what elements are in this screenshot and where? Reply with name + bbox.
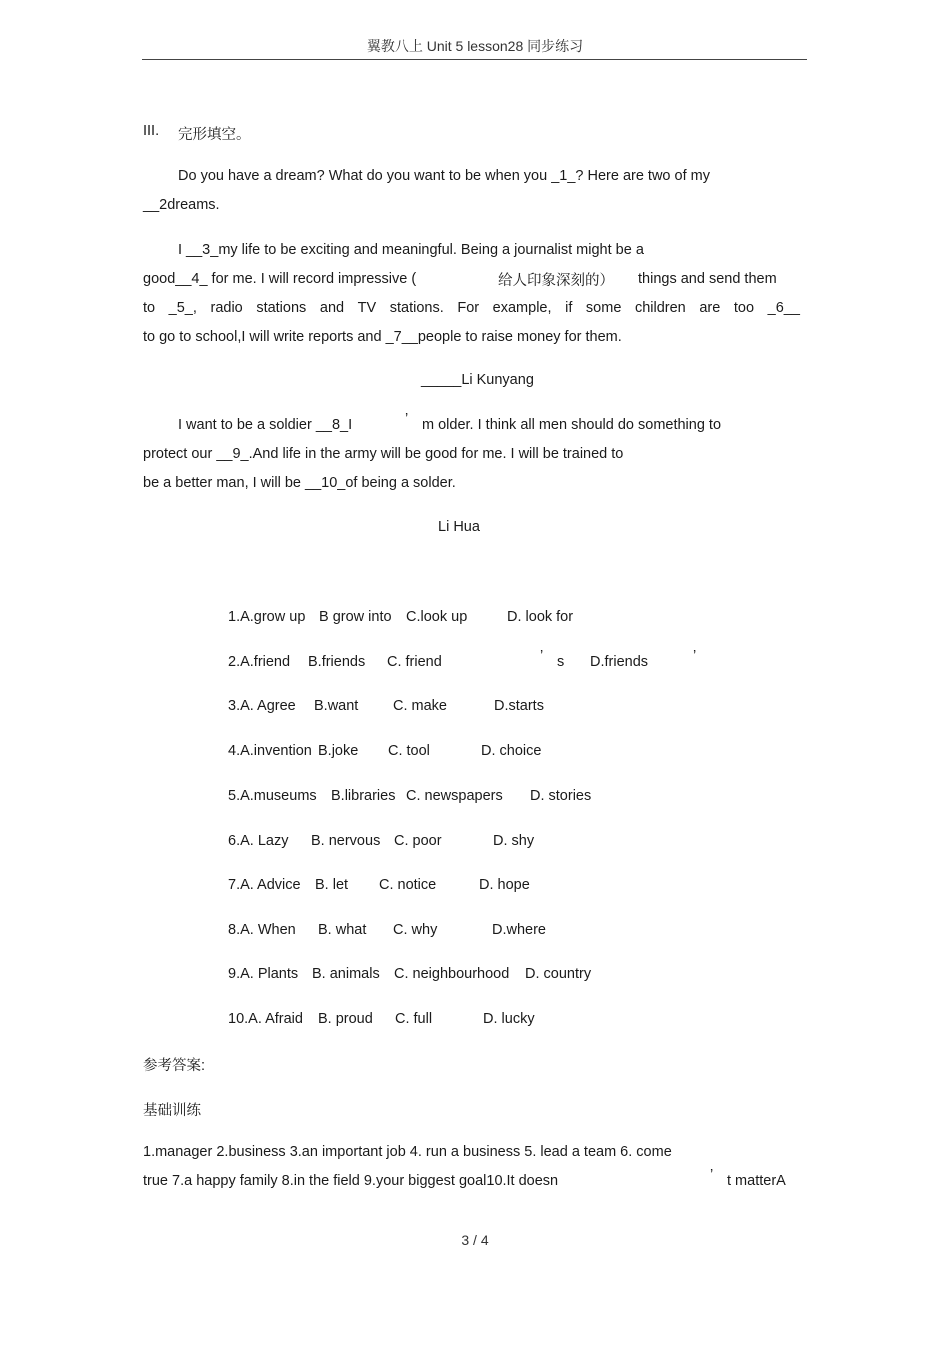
- question-option: D. lucky: [483, 1011, 535, 1027]
- question-option: B. proud: [318, 1011, 373, 1027]
- passage3-apostrophe: ’: [405, 411, 409, 427]
- question-option: C. poor: [394, 833, 442, 849]
- question-option: 2.A.friend: [228, 654, 291, 670]
- passage2-word: and: [319, 300, 345, 316]
- passage2-word: too: [733, 300, 755, 316]
- question-option: D. choice: [481, 743, 542, 759]
- question-option: 1.A.grow up: [228, 609, 306, 625]
- question-option: B.friends: [308, 654, 366, 670]
- answers-line2c: t matterA: [727, 1173, 786, 1189]
- question-option: B. let: [315, 877, 349, 893]
- answers-line2a: true 7.a happy family 8.in the field 9.your biggest goal10.It doesn: [143, 1173, 559, 1189]
- passage2-word: radio: [210, 300, 243, 316]
- question-option: B grow into: [319, 609, 392, 625]
- question-option: 5.A.museums: [228, 788, 317, 804]
- question-option: D. country: [525, 966, 592, 982]
- header-divider: [142, 59, 807, 60]
- question-option: B. what: [318, 922, 367, 938]
- section-title: 完形填空。: [178, 127, 251, 143]
- question-option: 10.A. Afraid: [228, 1011, 303, 1027]
- question-option: C. friend: [387, 654, 442, 670]
- question-option: C. notice: [379, 877, 437, 893]
- passage2-word: TV: [357, 300, 377, 316]
- section-number: III.: [143, 123, 160, 139]
- passage2-word: _5_,: [168, 300, 197, 316]
- header-title: 翼教八上 Unit 5 lesson28 同步练习: [366, 38, 584, 54]
- passage3-signature: Li Hua: [438, 519, 480, 535]
- question-option: C.look up: [406, 609, 468, 625]
- answers-heading: 参考答案:: [143, 1058, 206, 1074]
- passage2-word: stations: [256, 300, 307, 316]
- passage2-line2a: good__4_ for me. I will record impressive (: [143, 271, 417, 287]
- question-option: C. full: [395, 1011, 433, 1027]
- question-option: s: [557, 654, 565, 670]
- passage3-line2: protect our __9_.And life in the army will be good for me. I will be trained to: [143, 446, 624, 462]
- passage2-word: stations.: [389, 300, 444, 316]
- passage2-line2c: things and send them: [638, 271, 777, 287]
- passage2-word: are: [699, 300, 721, 316]
- question-option: C. neighbourhood: [394, 966, 510, 982]
- passage2-line3: [143, 300, 800, 316]
- question-option: 8.A. When: [228, 922, 296, 938]
- question-option: D.friends: [590, 654, 649, 670]
- passage2-word: example,: [492, 300, 552, 316]
- question-option: 7.A. Advice: [228, 877, 301, 893]
- passage1-line2: __2dreams.: [143, 197, 220, 213]
- question-apostrophe: ’: [693, 648, 697, 664]
- passage2-word: children: [634, 300, 686, 316]
- question-option: C. make: [393, 698, 447, 714]
- question-option: 3.A. Agree: [228, 698, 296, 714]
- passage3-line1a: I want to be a soldier __8_I: [178, 417, 353, 433]
- passage2-word: to: [143, 300, 156, 316]
- question-option: D.starts: [494, 698, 544, 714]
- question-apostrophe: ’: [540, 648, 544, 664]
- answers-subheading: 基础训练: [143, 1103, 201, 1119]
- passage2-word: if: [565, 300, 573, 316]
- passage2-signature: _____Li Kunyang: [421, 372, 534, 388]
- passage3-line1c: m older. I think all men should do something to: [422, 417, 722, 433]
- question-option: C. newspapers: [406, 788, 503, 804]
- passage2-line1: I __3_my life to be exciting and meaningful. Being a journalist might be a: [178, 242, 644, 258]
- passage2-word: some: [585, 300, 622, 316]
- question-option: B.joke: [318, 743, 359, 759]
- page-number: 3 / 4: [461, 1232, 489, 1248]
- passage3-line3: be a better man, I will be __10_of being a solder.: [143, 475, 456, 491]
- question-option: D. hope: [479, 877, 530, 893]
- question-option: B.libraries: [331, 788, 396, 804]
- passage2-line4: to go to school,I will write reports and _7__people to raise money for them.: [143, 329, 622, 345]
- question-option: B. animals: [312, 966, 380, 982]
- question-option: C. why: [393, 922, 438, 938]
- question-option: B.want: [314, 698, 359, 714]
- question-option: 9.A. Plants: [228, 966, 299, 982]
- answers-line1: 1.manager 2.business 3.an important job 4. run a business 5. lead a team 6. come: [143, 1144, 672, 1160]
- question-option: C. tool: [388, 743, 430, 759]
- question-option: D. shy: [493, 833, 535, 849]
- question-option: D. stories: [530, 788, 592, 804]
- question-option: D. look for: [507, 609, 574, 625]
- passage2-gloss: 给人印象深刻的）: [498, 273, 614, 289]
- question-option: D.where: [492, 922, 546, 938]
- answers-apostrophe: ’: [710, 1167, 714, 1183]
- question-option: B. nervous: [311, 833, 381, 849]
- question-option: 6.A. Lazy: [228, 833, 289, 849]
- passage2-word: _6__: [767, 300, 800, 316]
- question-option: 4.A.invention: [228, 743, 312, 759]
- passage1-line1: Do you have a dream? What do you want to be when you _1_? Here are two of my: [178, 168, 710, 184]
- passage2-word: For: [457, 300, 480, 316]
